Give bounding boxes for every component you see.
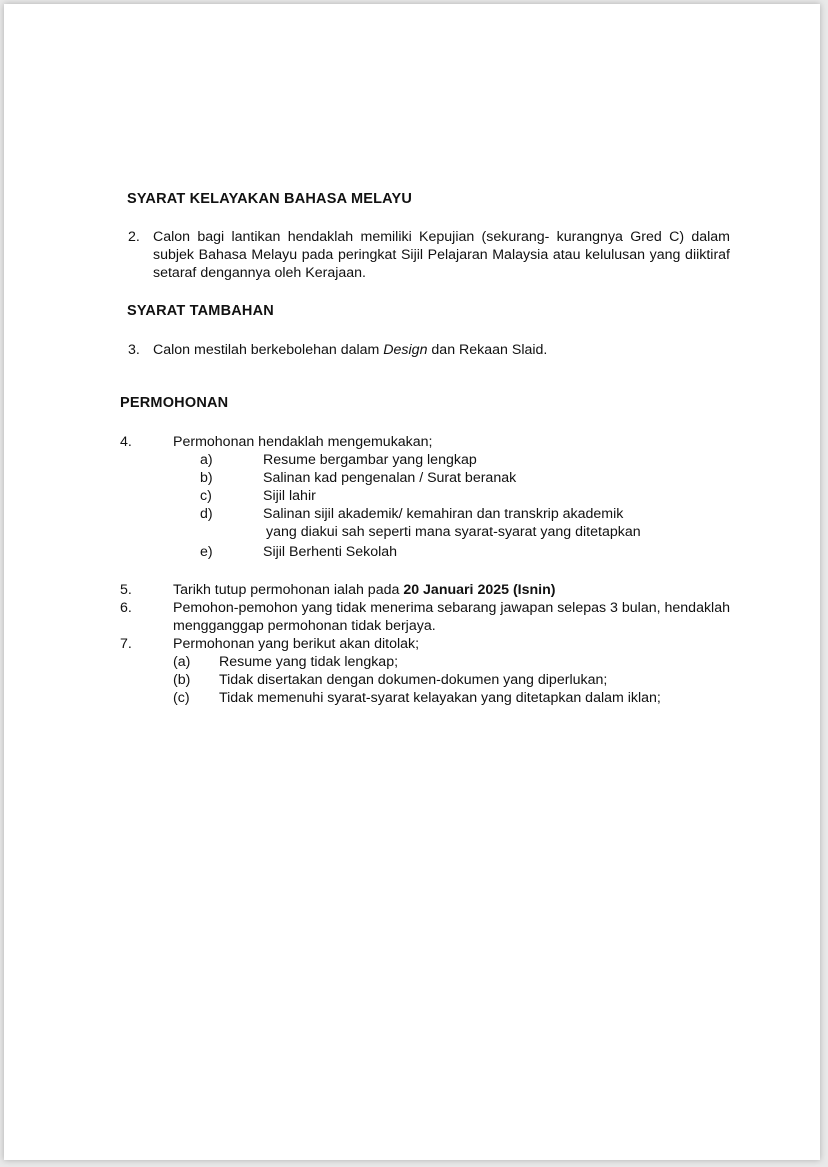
document-page xyxy=(4,4,820,1160)
subitem-marker: (c) xyxy=(173,690,190,706)
heading-permohonan: PERMOHONAN xyxy=(120,395,229,411)
subitem-text: Sijil Berhenti Sekolah xyxy=(263,544,398,560)
item-text-6: Pemohon-pemohon yang tidak menerima sebarang jawapan selepas 3 bulan, hendaklah mengganggap permohonan tidak berjaya. xyxy=(173,600,730,634)
heading-syarat-kelayakan: SYARAT KELAYAKAN BAHASA MELAYU xyxy=(127,191,413,207)
subitem-text: Tidak memenuhi syarat-syarat kelayakan yang ditetapkan dalam iklan; xyxy=(219,690,661,706)
subitem-text: Resume bergambar yang lengkap xyxy=(263,452,477,468)
item-text-5: Tarikh tutup permohonan ialah pada 20 Januari 2025 (Isnin) xyxy=(173,582,556,598)
subitem-text: Salinan sijil akademik/ kemahiran dan transkrip akademik xyxy=(263,506,624,522)
subitem-marker: (a) xyxy=(173,654,191,670)
item-number-3: 3. xyxy=(128,342,140,358)
item-number-5: 5. xyxy=(120,582,132,598)
closing-date: 20 Januari 2025 (Isnin) xyxy=(403,582,556,598)
subitem-text: Salinan kad pengenalan / Surat beranak xyxy=(263,470,517,486)
item-text-2: Calon bagi lantikan hendaklah memiliki Kepujian (sekurang- kurangnya Gred C) dalam subjek Bahasa Melayu pada peringkat Sijil Pelajaran Malaysia atau kelulusan yang diiktiraf setaraf dengannya oleh Kerajaan. xyxy=(153,229,730,281)
item-text-7: Permohonan yang berikut akan ditolak; xyxy=(173,636,420,652)
subitem-marker: e) xyxy=(200,544,213,560)
subitem-text: Sijil lahir xyxy=(263,488,316,504)
subitem-text: Tidak disertakan dengan dokumen-dokumen yang diperlukan; xyxy=(219,672,608,688)
subitem-marker: c) xyxy=(200,488,212,504)
subitem-marker: a) xyxy=(200,452,213,468)
item-text-4: Permohonan hendaklah mengemukakan; xyxy=(173,434,433,450)
item-number-2: 2. xyxy=(128,229,140,245)
subitem-marker: b) xyxy=(200,470,213,486)
heading-syarat-tambahan: SYARAT TAMBAHAN xyxy=(127,303,274,319)
item-number-4: 4. xyxy=(120,434,132,450)
subitem-text-continued: yang diakui sah seperti mana syarat-syarat yang ditetapkan xyxy=(266,524,641,540)
item-number-7: 7. xyxy=(120,636,132,652)
subitem-text: Resume yang tidak lengkap; xyxy=(219,654,399,670)
item-number-6: 6. xyxy=(120,600,132,616)
subitem-marker: d) xyxy=(200,506,213,522)
item-text-3: Calon mestilah berkebolehan dalam Design dan Rekaan Slaid. xyxy=(153,342,548,358)
subitem-marker: (b) xyxy=(173,672,191,688)
design-italic: Design xyxy=(383,342,428,358)
